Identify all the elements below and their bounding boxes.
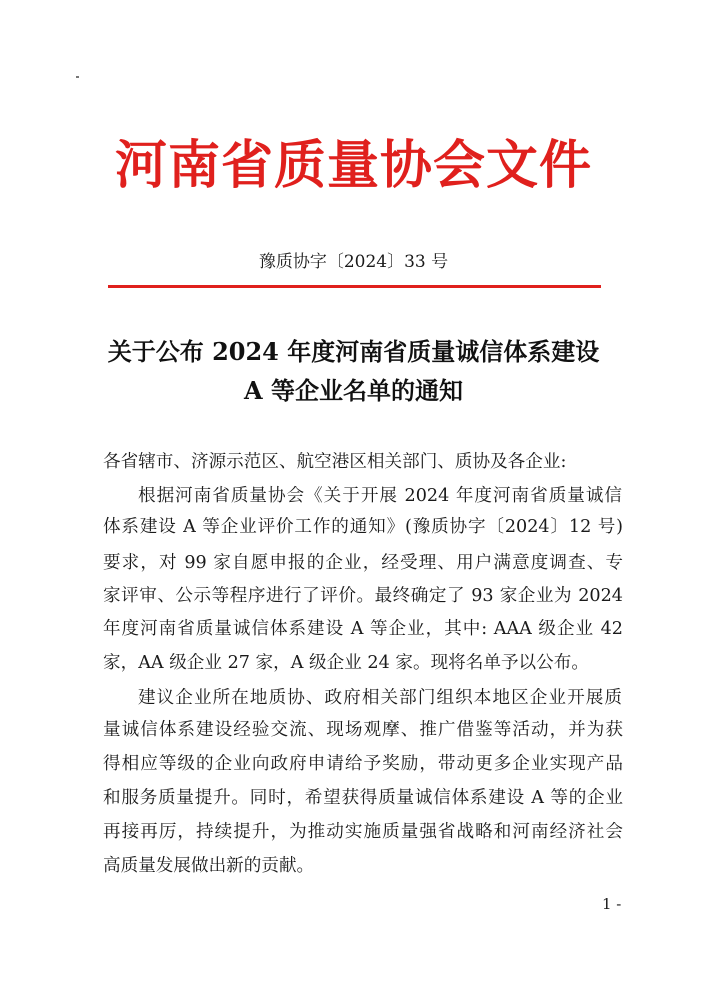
- header-divider: [108, 285, 601, 288]
- paragraph-2-line: 再接再厉，持续提升，为推动实施质量强省战略和河南经济社会: [103, 822, 623, 842]
- paragraph-2-line: 量诚信体系建设经验交流、现场观摩、推广借鉴等活动，并为获: [103, 720, 623, 740]
- paragraph-1-line: 体系建设 A 等企业评价工作的通知》(豫质协字〔2024〕12 号): [103, 517, 623, 537]
- paragraph-1-line: 年度河南省质量诚信体系建设 A 等企业，其中: AAA 级企业 42: [103, 619, 623, 639]
- paragraph-2-line: 和服务质量提升。同时，希望获得质量诚信体系建设 A 等的企业: [103, 788, 623, 808]
- paragraph-1-line: 要求，对 99 家自愿申报的企业，经受理、用户满意度调查、专: [103, 553, 623, 573]
- paragraph-1-line: 家，AA 级企业 27 家，A 级企业 24 家。现将名单予以公布。: [103, 653, 589, 673]
- document-number: 豫质协字〔2024〕33 号: [258, 252, 449, 272]
- page-number: 1 -: [602, 895, 622, 913]
- paragraph-2-line: 高质量发展做出新的贡献。: [103, 856, 315, 876]
- paragraph-2-line: 得相应等级的企业向政府申请给予奖励，带动更多企业实现产品: [103, 754, 623, 774]
- notice-title-line-2: A 等企业名单的通知: [244, 376, 463, 405]
- document-header-title: 河南省质量协会文件: [114, 135, 592, 196]
- notice-title-line-1: 关于公布 2024 年度河南省质量诚信体系建设: [107, 337, 600, 366]
- paragraph-1-line: 根据河南省质量协会《关于开展 2024 年度河南省质量诚信: [138, 486, 622, 506]
- scan-speck: [76, 76, 79, 78]
- paragraph-2-line: 建议企业所在地质协、政府相关部门组织本地区企业开展质: [138, 688, 622, 708]
- paragraph-1-line: 家评审、公示等程序进行了评价。最终确定了 93 家企业为 2024: [103, 586, 623, 606]
- salutation: 各省辖市、济源示范区、航空港区相关部门、质协及各企业:: [103, 452, 567, 472]
